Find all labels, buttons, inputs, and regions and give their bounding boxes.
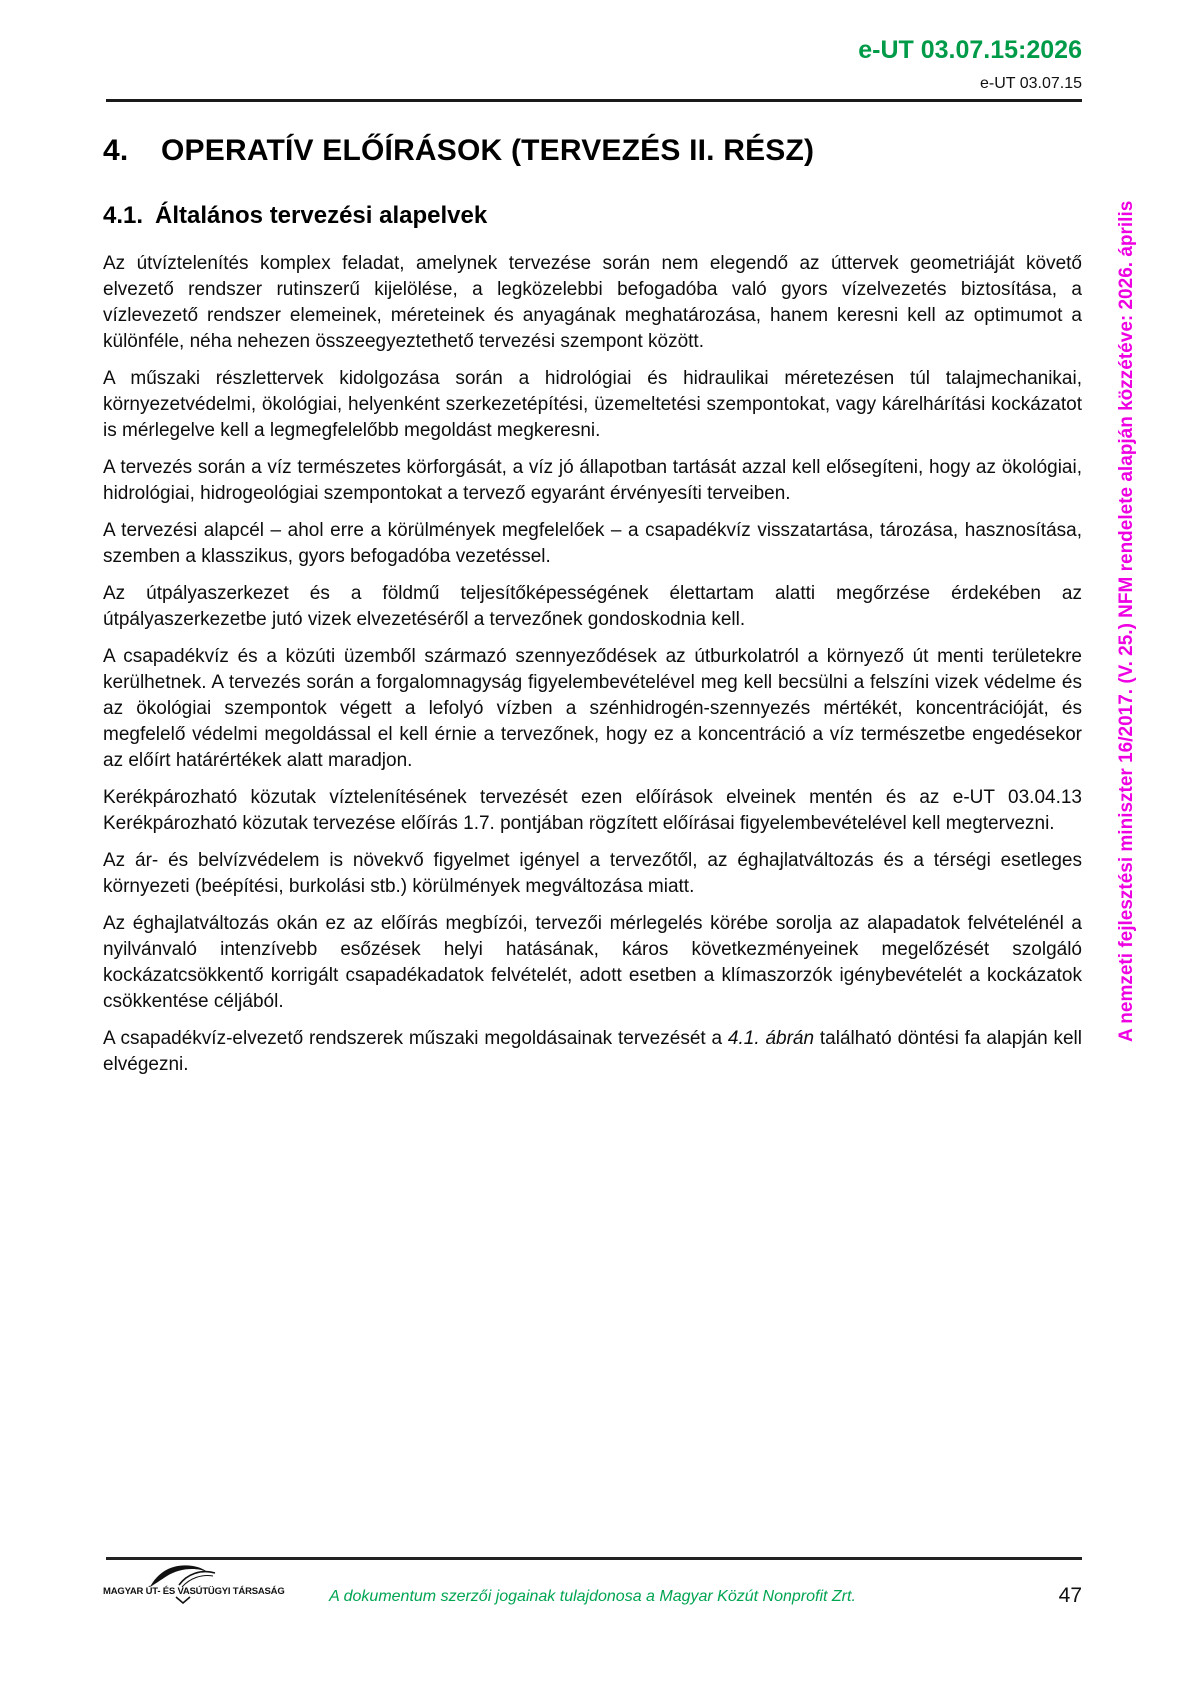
doc-code-short: e-UT 03.07.15: [980, 75, 1082, 92]
paragraph: Kerékpározható közutak víztelenítésének tervezését ezen előírások elveinek mentén és az e-UT 03.04.13 Kerékpározható közutak tervezése előírás 1.7. pontjában rögzített előírásai figyelembevételével kell megtervezni.: [103, 787, 1082, 834]
paragraph: A tervezési alapcél – ahol erre a körülmények megfelelőek – a csapadékvíz visszatartása, tározása, hasznosítása, szemben a klasszikus, gyors befogadóba vezetéssel.: [103, 520, 1082, 567]
paragraph: Az útpályaszerkezet és a földmű teljesítőképességének élettartam alatti megőrzése érdekében az útpályaszerkezetbe jutó vizek elvezetéséről a tervezőnek gondoskodnia kell.: [103, 583, 1082, 630]
paragraph: A tervezés során a víz természetes körforgását, a víz jó állapotban tartását azzal kell elősegíteni, hogy az ökológiai, hidrológiai, hidrogeológiai szempontokat a tervező egyaránt érvényesíti terveiben.: [103, 457, 1082, 504]
page-number: 47: [1058, 1584, 1082, 1607]
paragraph: [103, 1026, 1082, 1078]
section-heading: [103, 134, 1082, 168]
section-number: 4.: [103, 134, 129, 167]
society-logo-bird-icon: [149, 1562, 227, 1588]
paragraph-text: található döntési fa alapján kell elvégezni.: [103, 1028, 1082, 1075]
paragraph: A műszaki részlettervek kidolgozása során a hidrológiai és hidraulikai méretezésen túl talajmechanikai, környezetvédelmi, ökológiai, helyenként szerkezetépítési, üzemeltetési szempontokat, vagy kárelhárítási kockázatot is mérlegelve kell a legmegfelelőbb megoldást megkeresni.: [103, 368, 1082, 441]
figure-reference: 4.1. ábrán: [727, 1028, 815, 1049]
doc-code-full: e-UT 03.07.15:2026: [858, 36, 1082, 64]
subsection-number: 4.1.: [103, 202, 144, 229]
paragraph: A csapadékvíz és a közúti üzemből származó szennyeződések az útburkolatról a környező út menti területekre kerülhetnek. A tervezés során a forgalomnagyság figyelembevételével meg kell becsülni a felszíni vizek védelme és az ökológiai szempontok végett a lefolyó vízben a szénhidrogén-szennyezés mértékét, koncentrációját, és megfelelő védelmi megoldással el kell érnie a tervezőnek, hogy ez a koncentráció a víz természetbe engedésekor az előírt határértékek alatt maradjon.: [103, 646, 1082, 771]
footer-rule: [106, 1557, 1082, 1560]
paragraph: Az útvíztelenítés komplex feladat, amelynek tervezése során nem elegendő az úttervek geometriáját követő elvezető rendszer rutinszerű kijelölése, a legközelebbi befogadóba való gyors vízelvezetés biztosítása, a vízlevezető rendszer elemeinek, méreteinek és anyagának meghatározása, hanem keresni kell az optimumot a különféle, néha nehezen összeegyeztethető tervezési szempont között.: [103, 253, 1082, 352]
footer-copyright: A dokumentum szerzői jogainak tulajdonosa a Magyar Közút Nonprofit Zrt.: [329, 1588, 856, 1605]
content-column: [103, 134, 1082, 1078]
paragraph: Az éghajlatváltozás okán ez az előírás megbízói, tervezői mérlegelés körébe sorolja az alapadatok felvételénél a nyilvánvaló intenzívebb esőzések helyi hatásának, káros következményeinek megelőzését szolgáló kockázatcsökkentő korrigált csapadékadatok felvételét, adott esetben a klímaszorzók igénybevételét a kockázatok csökkentése céljából.: [103, 913, 1082, 1012]
subsection-heading: [103, 202, 1082, 230]
society-logo-text: MAGYAR ÚT- ÉS VASÚTÜGYI TÁRSASÁG: [103, 1586, 285, 1597]
header-rule: [106, 99, 1082, 102]
section-title: OPERATÍV ELŐÍRÁSOK (TERVEZÉS II. RÉSZ): [161, 134, 815, 167]
subsection-title: Általános tervezési alapelvek: [155, 202, 488, 229]
sidebar-regulation-note: A nemzeti fejlesztési miniszter 16/2017. (V. 25.) NFM rendelete alapján közzétéve: 2026. április: [1116, 200, 1137, 1042]
paragraph-text: A csapadékvíz-elvezető rendszerek műszaki megoldásainak tervezését a: [103, 1028, 728, 1049]
paragraph: Az ár- és belvízvédelem is növekvő figyelmet igényel a tervezőtől, az éghajlatváltozás és a térségi esetleges környezeti (beépítési, burkolási stb.) körülmények megváltozása miatt.: [103, 850, 1082, 897]
